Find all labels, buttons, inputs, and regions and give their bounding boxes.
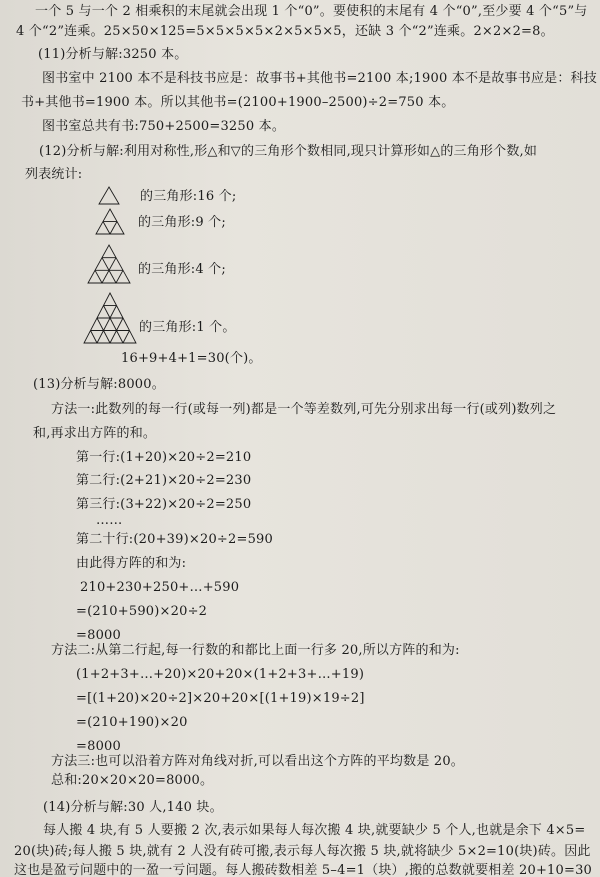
- text-line: =8000: [76, 628, 121, 643]
- text-line: 第二十行:(20+39)×20÷2=590: [76, 532, 274, 547]
- text-line: (12)分析与解:利用对称性,形△和▽的三角形个数相同,现只计算形如△的三角形个数,如: [39, 144, 538, 159]
- text-line: 书+其他书=1900 本。所以其他书=(2100+1900–2500)÷2=750 本。: [21, 95, 455, 110]
- text-line: =[(1+20)×20÷2]×20+20×[(1+19)×19÷2]: [76, 691, 365, 706]
- text-line: 第三行:(3+22)×20÷2=250: [76, 497, 252, 512]
- triangle-size1-label: 的三角形:16 个;: [140, 189, 237, 204]
- text-line: 这也是盈亏问题中的一盈一亏问题。每人搬砖数相差 5–4=1（块）,搬的总数就要相差 20+10=30: [14, 863, 593, 877]
- text-line: 第二行:(2+21)×20÷2=230: [76, 473, 252, 488]
- triangle-size3-label: 的三角形:4 个;: [138, 262, 226, 277]
- triangle-size3-icon: [87, 244, 131, 284]
- text-line: (1+2+3+…+20)×20+20×(1+2+3+…+19): [76, 667, 365, 682]
- text-line: =(210+590)×20÷2: [76, 604, 208, 619]
- text-line: 列表统计:: [25, 167, 83, 182]
- text-line: 方法二:从第二行起,每一行数的和都比上面一行多 20,所以方阵的和为:: [51, 643, 460, 658]
- text-line: 16+9+4+1=30(个)。: [121, 351, 262, 366]
- text-line: (11)分析与解:3250 本。: [38, 47, 188, 62]
- text-line: 方法三:也可以沿着方阵对角线对折,可以看出这个方阵的平均数是 20。: [51, 754, 464, 769]
- text-line: 每人搬 4 块,有 5 人要搬 2 次,表示如果每人每次搬 4 块,就要缺少 5 个人,也就是余下 4×5=: [43, 823, 586, 838]
- text-line: (13)分析与解:8000。: [33, 377, 165, 392]
- text-line: 第一行:(1+20)×20÷2=210: [76, 450, 252, 465]
- triangle-size4-icon: [83, 292, 137, 344]
- text-line: (14)分析与解:30 人,140 块。: [43, 800, 223, 815]
- text-line: 和,再求出方阵的和。: [33, 426, 157, 441]
- text-line: 4 个“2”连乘。25×50×125=5×5×5×5×2×5×5×5，还缺 3 个“2”连乘。2×2×2=8。: [16, 24, 554, 39]
- text-line: 图书室中 2100 本不是科技书应是：故事书+其他书=2100 本;1900 本不是故事书应是：科技: [42, 71, 597, 86]
- text-line: ……: [96, 513, 123, 528]
- triangle-size1-icon: [98, 186, 120, 205]
- text-line: 总和:20×20×20=8000。: [51, 773, 214, 788]
- text-line: 方法一:此数列的每一行(或每一列)都是一个等差数列,可先分别求出每一行(或列)数列之: [51, 402, 557, 417]
- triangle-size2-icon: [95, 208, 125, 235]
- text-line: =8000: [76, 739, 121, 754]
- text-line: 20(块)砖;每人搬 5 块,就有 2 人没有砖可搬,表示每人每次搬 5 块,就将缺少 5×2=10(块)砖。因此: [14, 844, 591, 859]
- text-line: =(210+190)×20: [76, 715, 188, 730]
- text-line: 一个 5 与一个 2 相乘积的末尾就会出现 1 个“0”。要使积的末尾有 4 个“0”,至少要 4 个“5”与: [35, 4, 588, 19]
- text-line: 图书室总共有书:750+2500=3250 本。: [42, 119, 286, 134]
- text-line: 由此得方阵的和为:: [76, 556, 187, 571]
- triangle-size2-label: 的三角形:9 个;: [138, 215, 226, 230]
- text-line: 210+230+250+…+590: [80, 580, 240, 595]
- triangle-size4-label: 的三角形:1 个。: [139, 320, 236, 335]
